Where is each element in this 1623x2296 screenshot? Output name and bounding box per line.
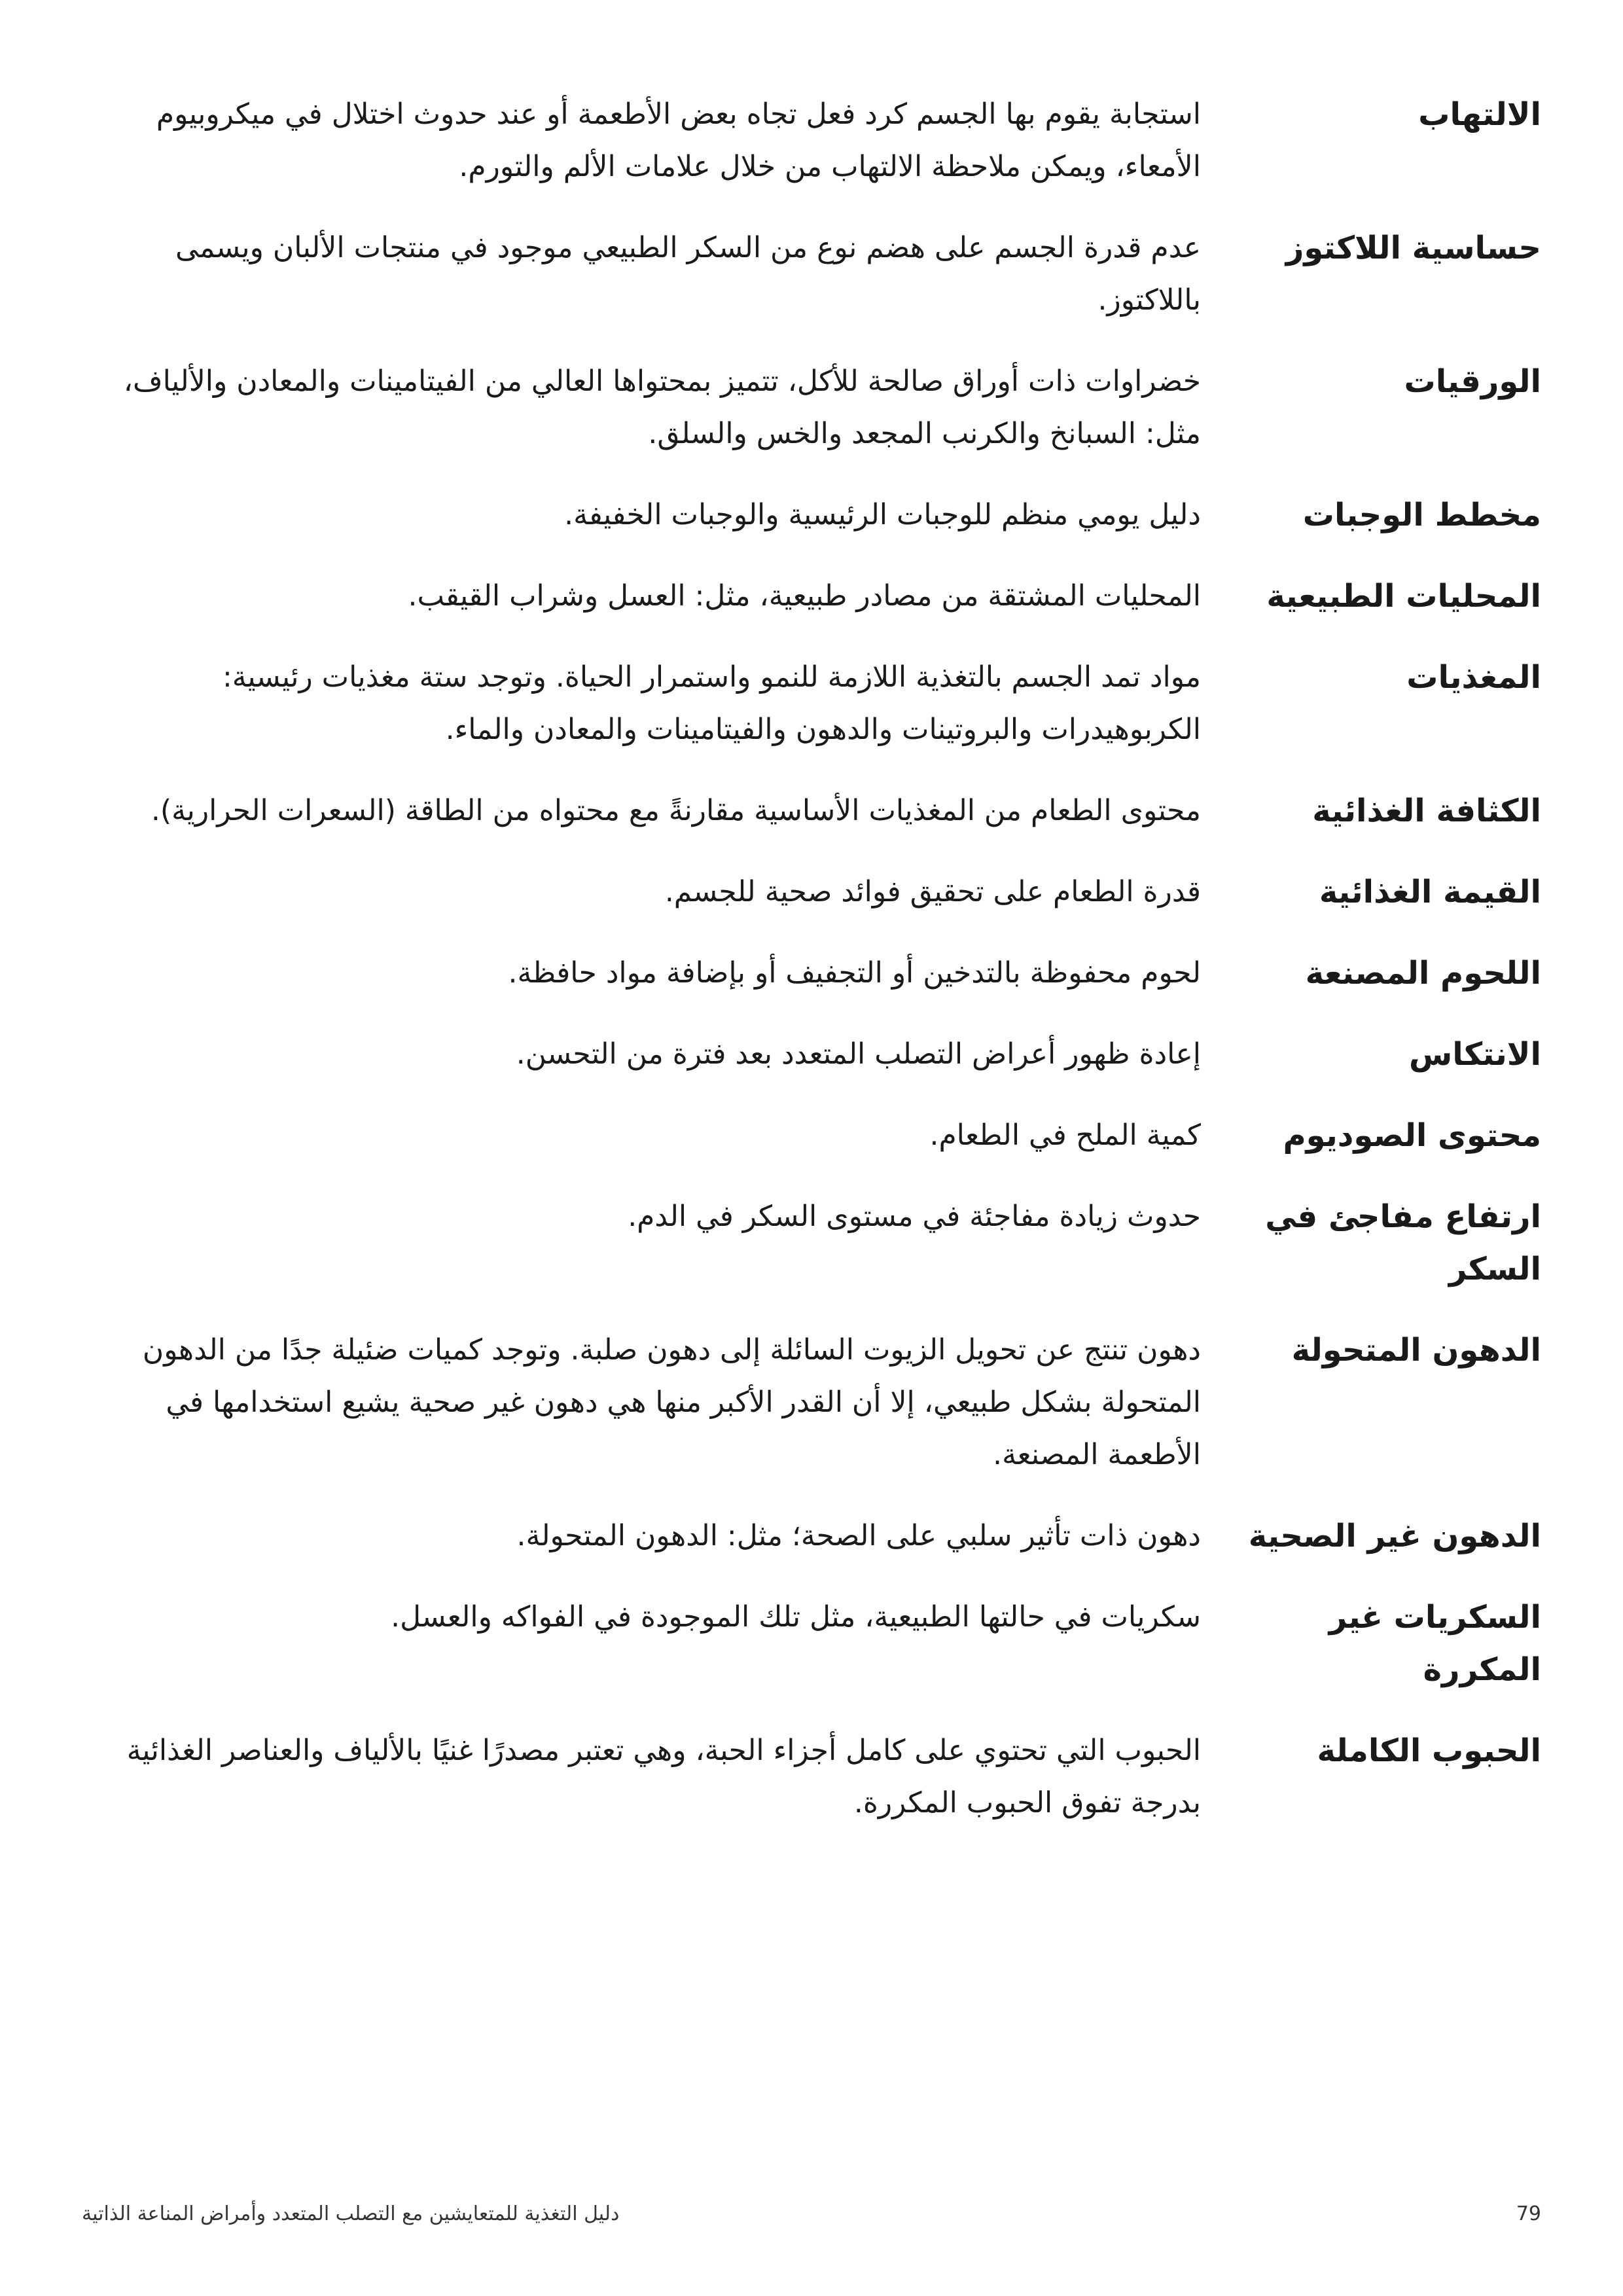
- glossary-definition: مواد تمد الجسم بالتغذية اللازمة للنمو واستمرار الحياة. وتوجد ستة مغذيات رئيسية: الكربوهيدرات والبروتينات والدهون والفيتامينات والمعادن والماء.: [222, 660, 1201, 746]
- glossary-definition: دهون تنتج عن تحويل الزيوت السائلة إلى دهون صلبة. وتوجد كميات ضئيلة جدًا من الدهون المتحولة بشكل طبيعي، إلا أن القدر الأكبر منها هي دهون غير صحية يشيع استخدامها في الأطعمة المصنعة.: [142, 1333, 1201, 1471]
- glossary-definition: إعادة ظهور أعراض التصلب المتعدد بعد فترة من التحسن.: [516, 1037, 1201, 1071]
- glossary-definition: دهون ذات تأثير سلبي على الصحة؛ مثل: الدهون المتحولة.: [516, 1519, 1201, 1552]
- glossary-entry: [82, 1725, 1541, 1829]
- glossary-term: الدهون غير الصحية: [1248, 1518, 1541, 1554]
- glossary-entry: [82, 1591, 1541, 1696]
- glossary-definition: خضراوات ذات أوراق صالحة للأكل، تتميز بمحتواها العالي من الفيتامينات والمعادن والألياف، مثل: السبانخ والكرنب المجعد والخس والسلق.: [123, 365, 1201, 450]
- footer-title: دليل التغذية للمتعايشين مع التصلب المتعدد وأمراض المناعة الذاتية: [82, 2202, 620, 2225]
- glossary-entry: [82, 1510, 1541, 1562]
- glossary-term: الدهون المتحولة: [1291, 1332, 1541, 1369]
- glossary-definition: محتوى الطعام من المغذيات الأساسية مقارنةً مع محتواه من الطاقة (السعرات الحرارية).: [151, 794, 1201, 827]
- glossary-definition: سكريات في حالتها الطبيعية، مثل تلك الموجودة في الفواكه والعسل.: [391, 1600, 1201, 1634]
- glossary-term: ارتفاع مفاجئ في السكر: [1265, 1198, 1541, 1287]
- glossary-term: الكثافة الغذائية: [1312, 793, 1541, 829]
- glossary-entry: [82, 651, 1541, 756]
- glossary-definition: حدوث زيادة مفاجئة في مستوى السكر في الدم.: [628, 1200, 1201, 1233]
- glossary-entry: [82, 570, 1541, 622]
- glossary-definition: قدرة الطعام على تحقيق فوائد صحية للجسم.: [664, 875, 1201, 908]
- glossary-entry: [82, 222, 1541, 327]
- glossary-term: مخطط الوجبات: [1302, 497, 1541, 533]
- glossary-definition: دليل يومي منظم للوجبات الرئيسية والوجبات الخفيفة.: [564, 498, 1201, 531]
- glossary-definition: المحليات المشتقة من مصادر طبيعية، مثل: العسل وشراب القيقب.: [408, 579, 1201, 613]
- glossary-definition: كمية الملح في الطعام.: [929, 1119, 1201, 1152]
- glossary-entry: [82, 88, 1541, 193]
- page-number: 79: [1516, 2202, 1541, 2225]
- glossary-entry: [82, 947, 1541, 999]
- glossary-term: محتوى الصوديوم: [1283, 1117, 1541, 1154]
- glossary-definition: الحبوب التي تحتوي على كامل أجزاء الحبة، وهي تعتبر مصدرًا غنيًا بالألياف والعناصر الغذائية بدرجة تفوق الحبوب المكررة.: [126, 1734, 1201, 1820]
- glossary-entry: [82, 1191, 1541, 1295]
- glossary-term: القيمة الغذائية: [1319, 874, 1541, 910]
- glossary-definition: عدم قدرة الجسم على هضم نوع من السكر الطبيعي موجود في منتجات الألبان ويسمى باللاكتوز.: [175, 231, 1201, 317]
- glossary-term: اللحوم المصنعة: [1305, 955, 1541, 992]
- glossary-entry: [82, 866, 1541, 918]
- glossary-entry: [82, 355, 1541, 460]
- glossary-definition: لحوم محفوظة بالتدخين أو التجفيف أو بإضافة مواد حافظة.: [508, 956, 1201, 990]
- glossary-term: المحليات الطبيعية: [1266, 578, 1541, 615]
- glossary-entry: [82, 1028, 1541, 1081]
- glossary-entry: [82, 489, 1541, 541]
- glossary-entry: [82, 1109, 1541, 1162]
- glossary-term: الورقيات: [1404, 363, 1541, 400]
- glossary-term: الانتكاس: [1409, 1036, 1541, 1073]
- glossary-term: المغذيات: [1406, 659, 1541, 696]
- glossary-term: السكريات غير المكررة: [1329, 1599, 1541, 1688]
- glossary-entry: [82, 785, 1541, 837]
- glossary-entry: [82, 1324, 1541, 1481]
- glossary-term: حساسية اللاكتوز: [1285, 230, 1541, 266]
- page-footer: [82, 2198, 1541, 2231]
- glossary-term: الالتهاب: [1418, 96, 1541, 133]
- glossary-term: الحبوب الكاملة: [1317, 1732, 1541, 1769]
- glossary-list: [82, 88, 1541, 1858]
- glossary-definition: استجابة يقوم بها الجسم كرد فعل تجاه بعض الأطعمة أو عند حدوث اختلال في ميكروبيوم الأمعاء، ويمكن ملاحظة الالتهاب من خلال علامات الألم والتورم.: [156, 98, 1201, 183]
